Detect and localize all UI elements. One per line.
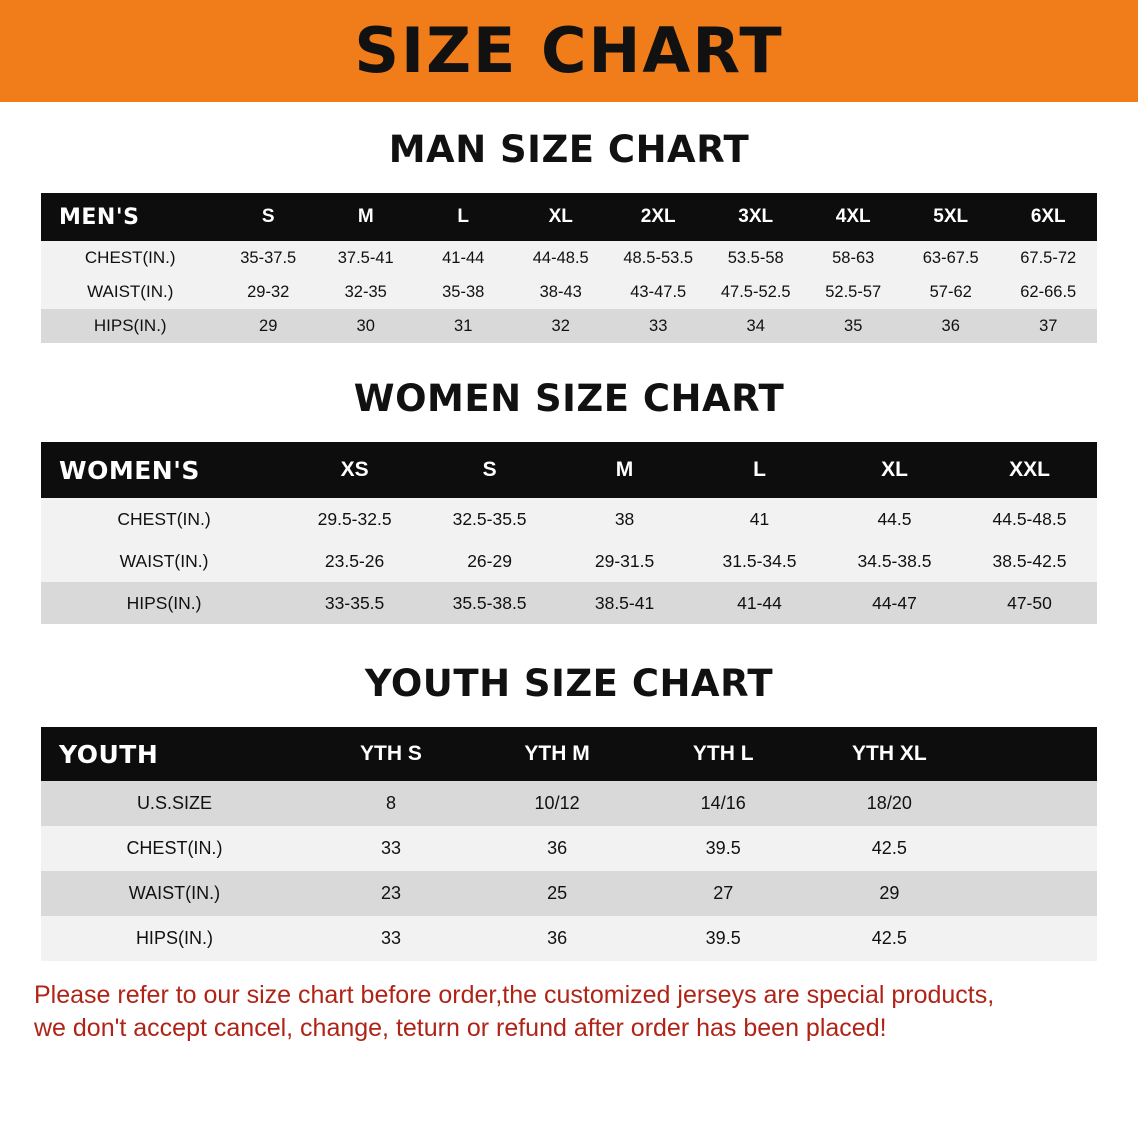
cell: 52.5-57 [804,275,902,309]
cell: 37.5-41 [317,241,415,275]
row-label-hips: HIPS(IN.) [41,582,287,624]
cell: 44-47 [827,582,962,624]
cell: 58-63 [804,241,902,275]
row-label-waist: WAIST(IN.) [41,540,287,582]
table-header-row [41,442,1097,498]
man-section-heading: MAN SIZE CHART [388,128,750,171]
man-size-table [41,193,1097,343]
cell: 57-62 [902,275,1000,309]
column-header-youth: YOUTH [41,727,308,781]
column-header-spacer [972,727,1097,781]
table-row [41,871,1097,916]
disclaimer-note [34,979,1104,1046]
row-label-chest: CHEST(IN.) [41,498,287,540]
cell: 33 [609,309,707,343]
cell: 18/20 [806,781,972,826]
table-row [41,309,1097,343]
table-row [41,582,1097,624]
column-header-2xl: 2XL [609,193,707,241]
cell: 42.5 [806,826,972,871]
table-row [41,826,1097,871]
cell: 36 [474,916,640,961]
cell: 38.5-42.5 [962,540,1097,582]
women-table-container [0,442,1138,624]
cell: 43-47.5 [609,275,707,309]
cell: 32 [512,309,610,343]
table-row [41,540,1097,582]
disclaimer-line-2: we don't accept cancel, change, teturn or refund after order has been placed! [34,1014,887,1043]
row-label-chest: CHEST(IN.) [41,241,219,275]
cell-spacer [972,826,1097,871]
row-label-waist: WAIST(IN.) [41,871,308,916]
column-header-3xl: 3XL [707,193,805,241]
table-row [41,916,1097,961]
column-header-l: L [692,442,827,498]
cell: 44.5-48.5 [962,498,1097,540]
cell: 10/12 [474,781,640,826]
column-header-xl: XL [512,193,610,241]
column-header-6xl: 6XL [999,193,1097,241]
cell: 39.5 [640,916,806,961]
cell: 35 [804,309,902,343]
cell: 31.5-34.5 [692,540,827,582]
table-row [41,781,1097,826]
cell: 63-67.5 [902,241,1000,275]
cell: 29-31.5 [557,540,692,582]
column-header-yth-l: YTH L [640,727,806,781]
cell: 8 [308,781,474,826]
column-header-m: M [557,442,692,498]
cell: 35-37.5 [219,241,317,275]
cell: 67.5-72 [999,241,1097,275]
column-header-yth-m: YTH M [474,727,640,781]
cell: 38 [557,498,692,540]
column-header-xxl: XXL [962,442,1097,498]
column-header-4xl: 4XL [804,193,902,241]
man-table-container [0,193,1138,343]
table-row [41,498,1097,540]
cell: 36 [474,826,640,871]
women-section-heading: WOMEN SIZE CHART [353,377,785,420]
cell: 29.5-32.5 [287,498,422,540]
cell: 36 [902,309,1000,343]
cell: 39.5 [640,826,806,871]
column-header-5xl: 5XL [902,193,1000,241]
cell: 33 [308,916,474,961]
column-header-s: S [422,442,557,498]
cell: 38.5-41 [557,582,692,624]
cell-spacer [972,781,1097,826]
column-header-yth-xl: YTH XL [806,727,972,781]
cell: 42.5 [806,916,972,961]
table-row [41,275,1097,309]
banner [0,0,1138,102]
column-header-womens: WOMEN'S [41,442,287,498]
cell: 35.5-38.5 [422,582,557,624]
cell: 41 [692,498,827,540]
youth-section-heading: YOUTH SIZE CHART [364,662,774,705]
cell: 27 [640,871,806,916]
cell: 44.5 [827,498,962,540]
table-header-row [41,193,1097,241]
table-header-row [41,727,1097,781]
cell: 33 [308,826,474,871]
column-header-yth-s: YTH S [308,727,474,781]
cell: 32.5-35.5 [422,498,557,540]
cell: 23.5-26 [287,540,422,582]
column-header-xs: XS [287,442,422,498]
page-title: SIZE CHART [354,14,784,87]
cell: 34 [707,309,805,343]
row-label-us-size: U.S.SIZE [41,781,308,826]
cell-spacer [972,871,1097,916]
row-label-hips: HIPS(IN.) [41,916,308,961]
cell: 53.5-58 [707,241,805,275]
cell: 29-32 [219,275,317,309]
column-header-xl: XL [827,442,962,498]
disclaimer-line-1: Please refer to our size chart before order,the customized jerseys are special products, [34,981,995,1009]
table-row [41,241,1097,275]
cell: 23 [308,871,474,916]
cell: 41-44 [414,241,512,275]
cell: 37 [999,309,1097,343]
cell: 47.5-52.5 [707,275,805,309]
cell: 29 [806,871,972,916]
cell: 25 [474,871,640,916]
column-header-s: S [219,193,317,241]
column-header-l: L [414,193,512,241]
cell: 14/16 [640,781,806,826]
youth-size-table [41,727,1097,961]
column-header-m: M [317,193,415,241]
row-label-waist: WAIST(IN.) [41,275,219,309]
cell: 31 [414,309,512,343]
cell: 44-48.5 [512,241,610,275]
cell: 33-35.5 [287,582,422,624]
cell: 32-35 [317,275,415,309]
cell: 62-66.5 [999,275,1097,309]
row-label-chest: CHEST(IN.) [41,826,308,871]
youth-table-container [0,727,1138,961]
column-header-mens: MEN'S [41,193,219,241]
cell: 38-43 [512,275,610,309]
row-label-hips: HIPS(IN.) [41,309,219,343]
cell: 30 [317,309,415,343]
women-size-table [41,442,1097,624]
cell: 47-50 [962,582,1097,624]
cell: 34.5-38.5 [827,540,962,582]
cell: 35-38 [414,275,512,309]
cell: 26-29 [422,540,557,582]
cell-spacer [972,916,1097,961]
cell: 29 [219,309,317,343]
cell: 48.5-53.5 [609,241,707,275]
cell: 41-44 [692,582,827,624]
